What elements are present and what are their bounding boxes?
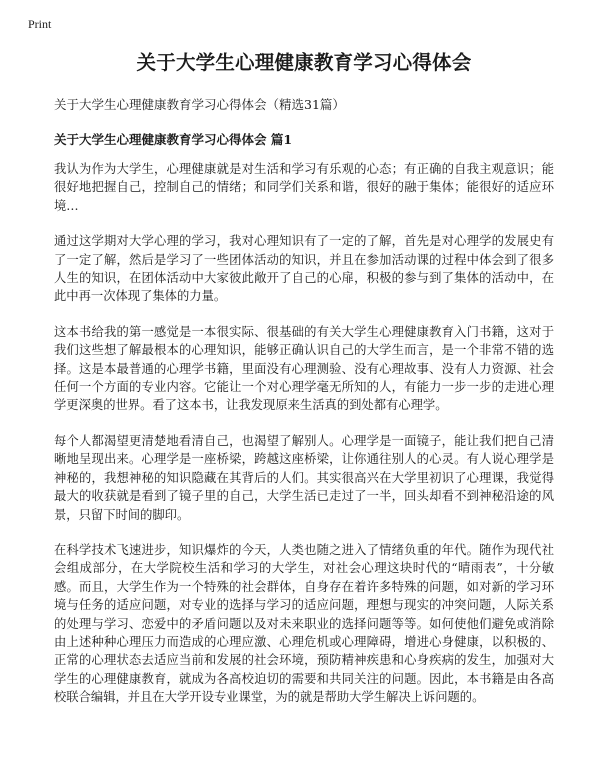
paragraph-2: 通过这学期对大学心理的学习，我对心理知识有了一定的了解，首先是对心理学的发展史有了一定了解，然后是学习了一些团体活动的知识，并且在参加活动课的过程中体会到了很多人生的知识，在团体活动中大家彼此敞开了自己的心扉，积极的参与到了集体的活动中，在此中再一次体现了集体的力量。 (54, 234, 554, 304)
paragraph-1: 我认为作为大学生，心理健康就是对生活和学习有乐观的心态；有正确的自我主观意识；能很好地把握自己，控制自己的情绪；和同学们关系和谐，很好的融于集体；能很好的适应环境… (54, 162, 554, 213)
document-subtitle: 关于大学生心理健康教育学习心得体会（精选31篇） (54, 97, 345, 112)
paragraph-3: 这本书给我的第一感觉是一本很实际、很基础的有关大学生心理健康教育入门书籍，这对于我们这些想了解最根本的心理知识，能够正确认识自己的大学生而言，是一个非常不错的选择。这是本最普通的心理学书籍，里面没有心理测验、没有心理故事、没有人力资源、社会任何一个方面的专业内容。它能让一个对心理学毫无所知的人，有能力一步一步的走进心理学更深奥的世界。看了这本书，让我发现原来生活真的到处都有心理学。 (54, 324, 554, 413)
paragraph-5: 在科学技术飞速进步，知识爆炸的今天，人类也随之进入了情绪负重的年代。随作为现代社会组成部分，在大学院校生活和学习的大学生，对社会心理这块时代的“晴雨表”，十分敏感。而且，大学生作为一个特殊的社会群体，自身存在着许多特殊的问题，如对新的学习环境与任务的适应问题，对专业的选择与学习的适应问题，理想与现实的冲突问题，人际关系的处理与学习、恋爱中的矛盾问题以及对未来职业的选择问题等等。如何使他们避免或消除由上述种种心理压力而造成的心理应激、心理危机或心理障碍，增进心身健康，以积极的、正常的心理状态去适应当前和发展的社会环境，预防精神疾患和心身疾病的发生，加强对大学生的心理健康教育，就成为各高校迫切的需要和共同关注的问题。因此，本书籍是由各高校联合编辑，并且在大学开设专业课堂，为的就是帮助大学生解决上诉问题的。 (54, 542, 554, 705)
print-link[interactable]: Print (28, 17, 52, 31)
paragraph-4: 每个人都渴望更清楚地看清自己，也渴望了解别人。心理学是一面镜子，能让我们把自己清晰地呈现出来。心理学是一座桥梁，跨越这座桥梁，让你通往别人的心灵。有人说心理学是神秘的，我想神秘的知识隐藏在其背后的人们。其实很高兴在大学里初识了心理课，我觉得最大的收获就是看到了镜子里的自己，大学生活已走过了一半，回头却看不到神秘沿途的风景，只留下时间的脚印。 (54, 433, 554, 522)
document-body (54, 50, 554, 724)
section-heading: 关于大学生心理健康教育学习心得体会 篇1 (54, 132, 293, 147)
document-title: 关于大学生心理健康教育学习心得体会 (136, 51, 472, 74)
